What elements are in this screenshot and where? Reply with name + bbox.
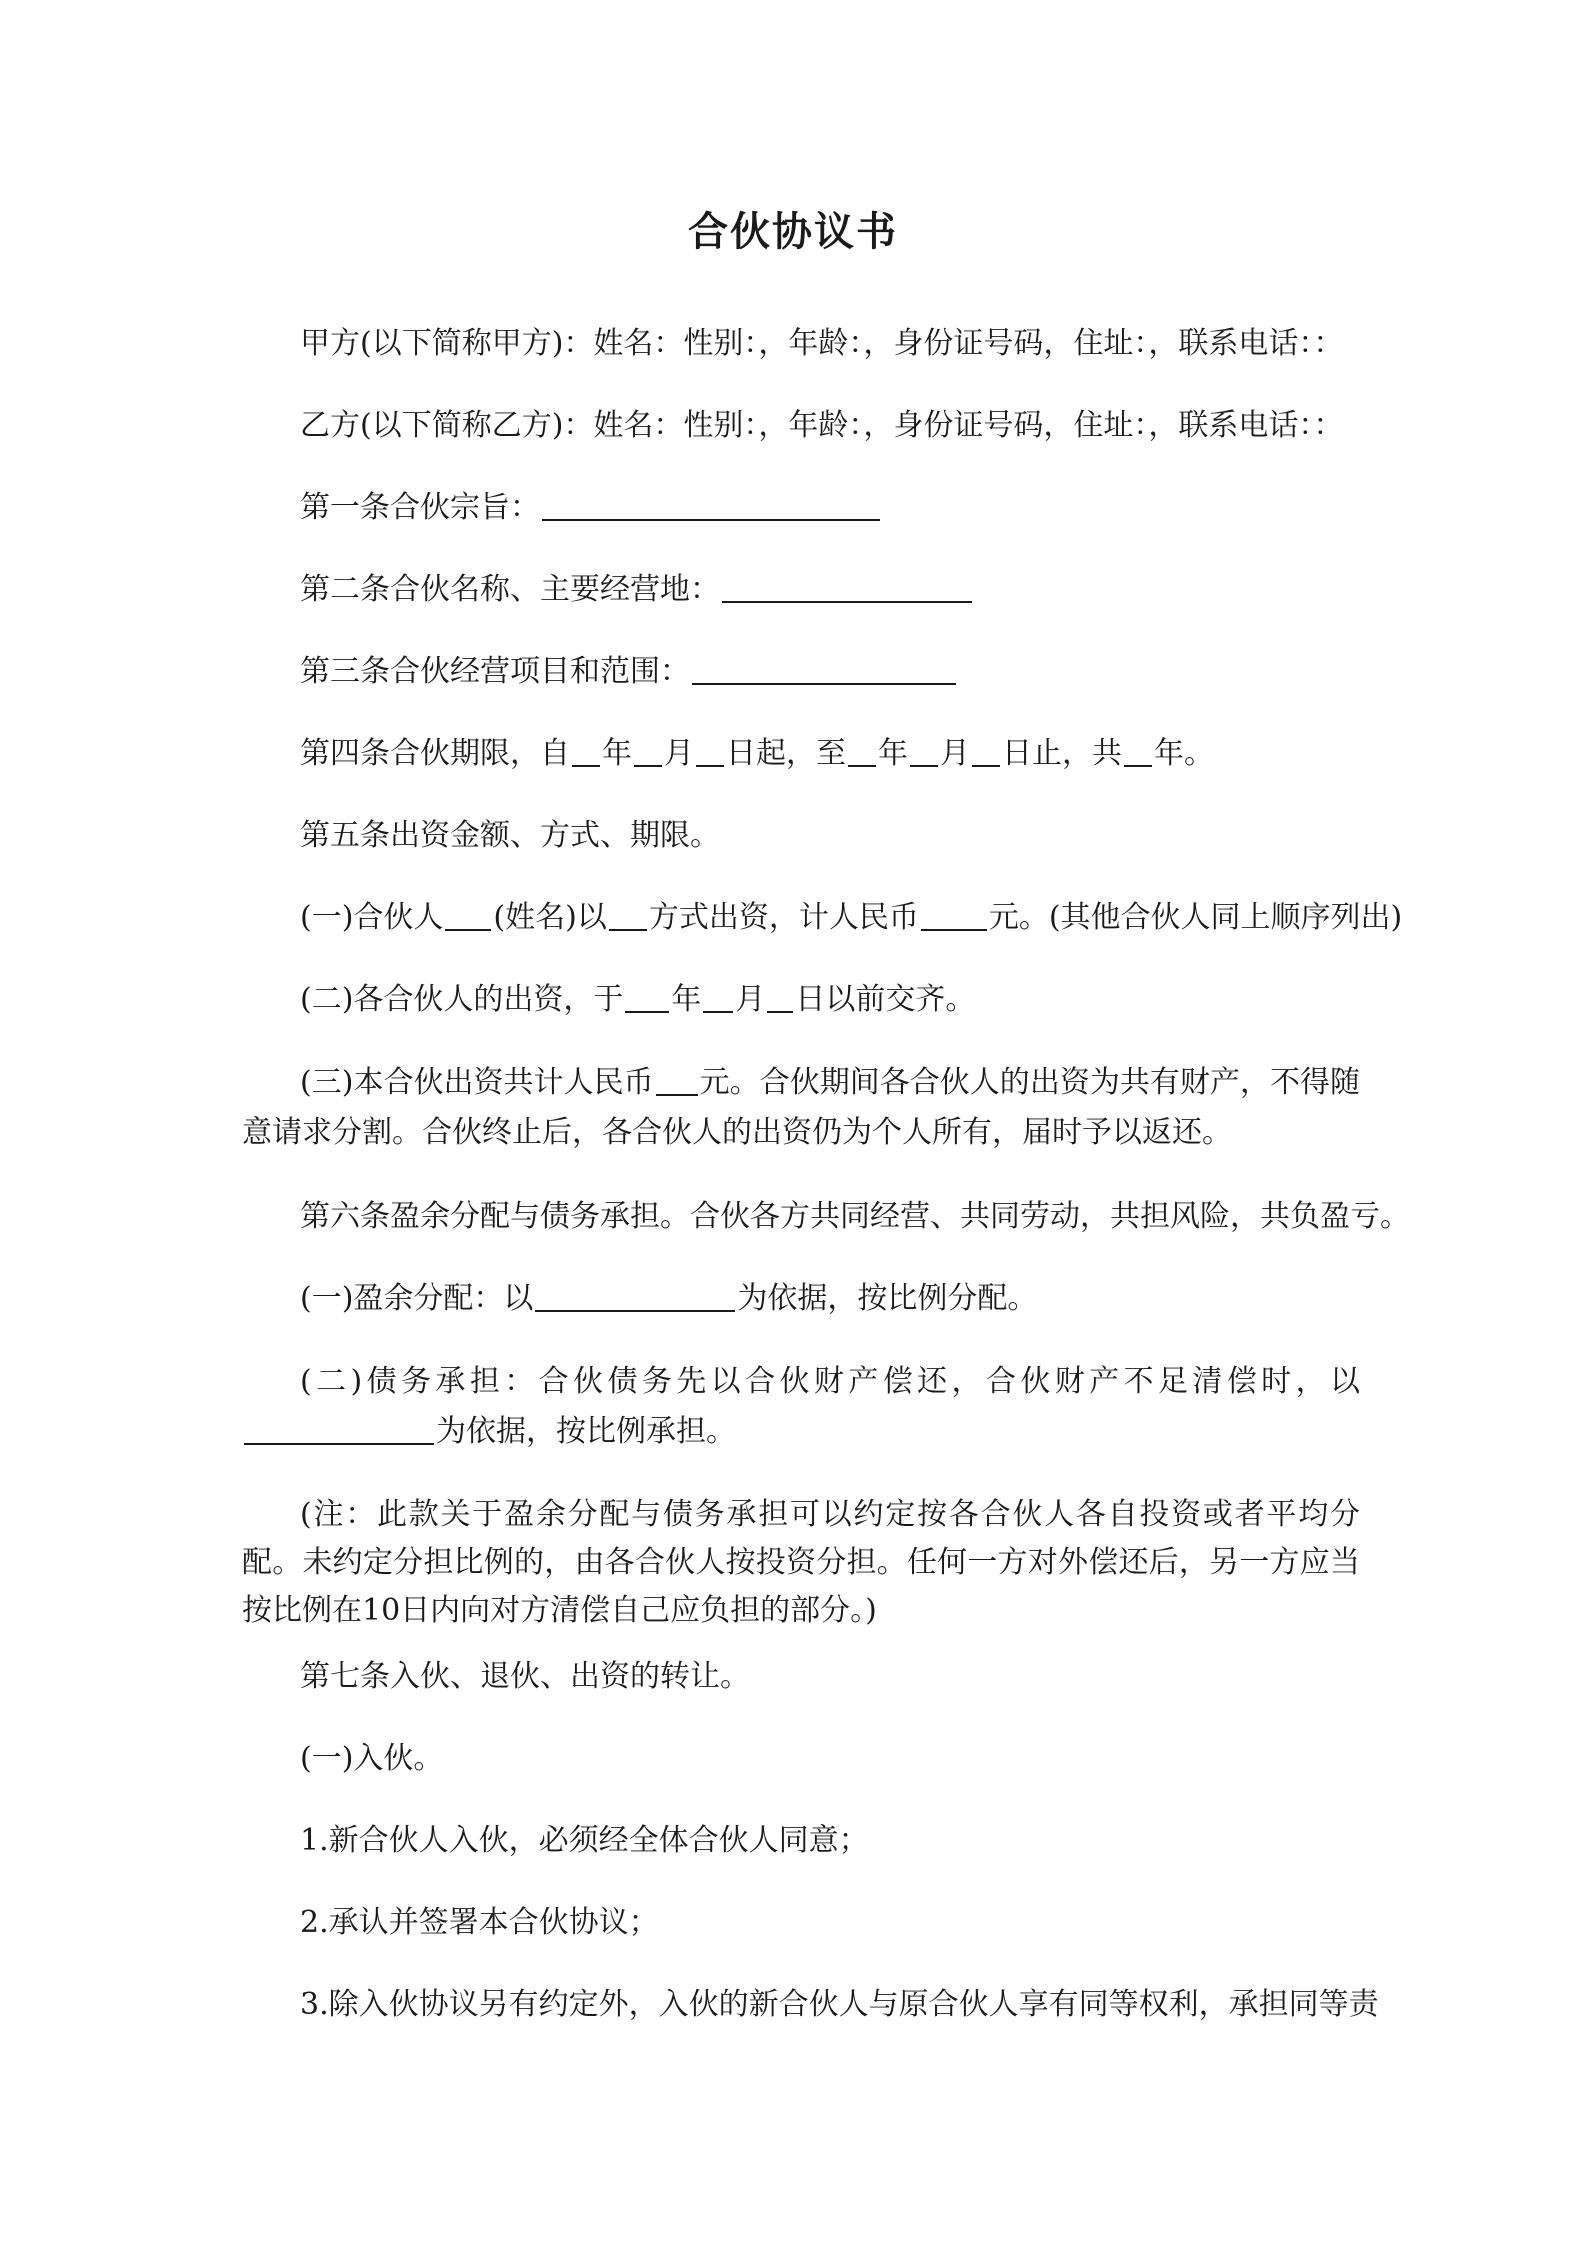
fill-blank	[609, 899, 647, 931]
fill-blank	[722, 571, 972, 603]
article-3	[300, 647, 1360, 697]
article-7-clause-1: (一)入伙。	[300, 1741, 444, 1776]
fill-blank	[692, 653, 956, 685]
article-5: 第五条出资金额、方式、期限。	[300, 818, 720, 853]
text-segment: 年	[671, 982, 702, 1017]
article-5-clause-1	[300, 893, 1403, 943]
list-item-2: 2.承认并签署本合伙协议；	[300, 1905, 659, 1940]
fill-blank	[542, 489, 880, 521]
article-5-clause-3	[242, 1058, 1360, 1158]
party-a-line: 甲方(以下简称甲方)：姓名：性别：，年龄：，身份证号码，住址：，联系电话：：	[300, 326, 1344, 361]
text-segment: (二)债务承担：合伙债务先以合伙财产偿还，合伙财产不足清偿时，以	[300, 1364, 1360, 1399]
fill-blank	[244, 1413, 434, 1445]
article-6-clause-2	[242, 1357, 1360, 1457]
article-5-clause-2	[300, 975, 1360, 1025]
text-segment: (三)本合伙出资共计人民币	[300, 1065, 654, 1100]
note-paragraph: (注：此款关于盈余分配与债务承担可以约定按各合伙人各自投资或者平均分配。未约定分担比例的，由各合伙人按投资分担。任何一方对外偿还后，另一方应当按比例在10日内向对方清偿自己应负担的部分。)	[242, 1497, 1360, 1628]
text-segment: 年	[878, 736, 908, 771]
text-segment: 第四条合伙期限，自	[300, 736, 570, 771]
text-segment: (姓名)以	[493, 900, 607, 935]
fill-blank	[703, 981, 733, 1013]
article-1-text: 第一条合伙宗旨：	[300, 490, 540, 525]
text-segment: 方式出资，计人民币	[648, 900, 919, 935]
text-segment: 年。	[1154, 736, 1214, 771]
text-segment: (二)各合伙人的出资，于	[300, 982, 624, 1017]
article-3-text: 第三条合伙经营项目和范围：	[300, 654, 690, 689]
fill-blank	[625, 981, 669, 1013]
text-segment: 日以前交齐。	[795, 982, 976, 1017]
text-segment: 日止，共	[1002, 736, 1122, 771]
text-segment: 月	[735, 982, 766, 1017]
text-segment: 年	[602, 736, 632, 771]
article-1	[300, 483, 1360, 533]
fill-blank	[848, 735, 876, 767]
text-segment: (一)合伙人	[300, 900, 444, 935]
text-segment: 元。合伙期间各合伙人的出资为共有财产，不得随意请求分割。合伙终止后，各合伙人的出资仍为个人所有，届时予以返还。	[242, 1065, 1360, 1150]
party-b-line: 乙方(以下简称乙方)：姓名：性别：，年龄：，身份证号码，住址：，联系电话：：	[300, 408, 1344, 443]
fill-blank	[1124, 735, 1152, 767]
article-2	[300, 565, 1360, 615]
text-segment: 元。(其他合伙人同上顺序列出)	[988, 900, 1403, 935]
fill-blank	[535, 1280, 735, 1312]
fill-blank	[445, 899, 491, 931]
document-title: 合伙协议书	[688, 208, 898, 255]
fill-blank	[696, 735, 724, 767]
article-6-clause-1	[300, 1274, 1360, 1324]
article-7: 第七条入伙、退伙、出资的转让。	[300, 1659, 750, 1694]
fill-blank	[656, 1064, 698, 1096]
fill-blank	[634, 735, 662, 767]
fill-blank	[767, 981, 793, 1013]
fill-blank	[921, 899, 987, 931]
text-segment: 为依据，按比例分配。	[737, 1281, 1038, 1316]
text-segment: 日起，至	[726, 736, 846, 771]
text-segment: 为依据，按比例承担。	[436, 1414, 736, 1449]
fill-blank	[910, 735, 938, 767]
list-item-1: 1.新合伙人入伙，必须经全体合伙人同意；	[300, 1823, 869, 1858]
text-segment: (一)盈余分配：以	[300, 1281, 534, 1316]
text-segment: 月	[940, 736, 970, 771]
fill-blank	[972, 735, 1000, 767]
list-item-3: 3.除入伙协议另有约定外，入伙的新合伙人与原合伙人享有同等权利，承担同等责	[300, 1987, 1379, 2022]
article-4	[300, 729, 1360, 779]
text-segment: 月	[664, 736, 694, 771]
article-2-text: 第二条合伙名称、主要经营地：	[300, 572, 720, 607]
article-6: 第六条盈余分配与债务承担。合伙各方共同经营、共同劳动，共担风险，共负盈亏。	[300, 1199, 1410, 1234]
fill-blank	[572, 735, 600, 767]
